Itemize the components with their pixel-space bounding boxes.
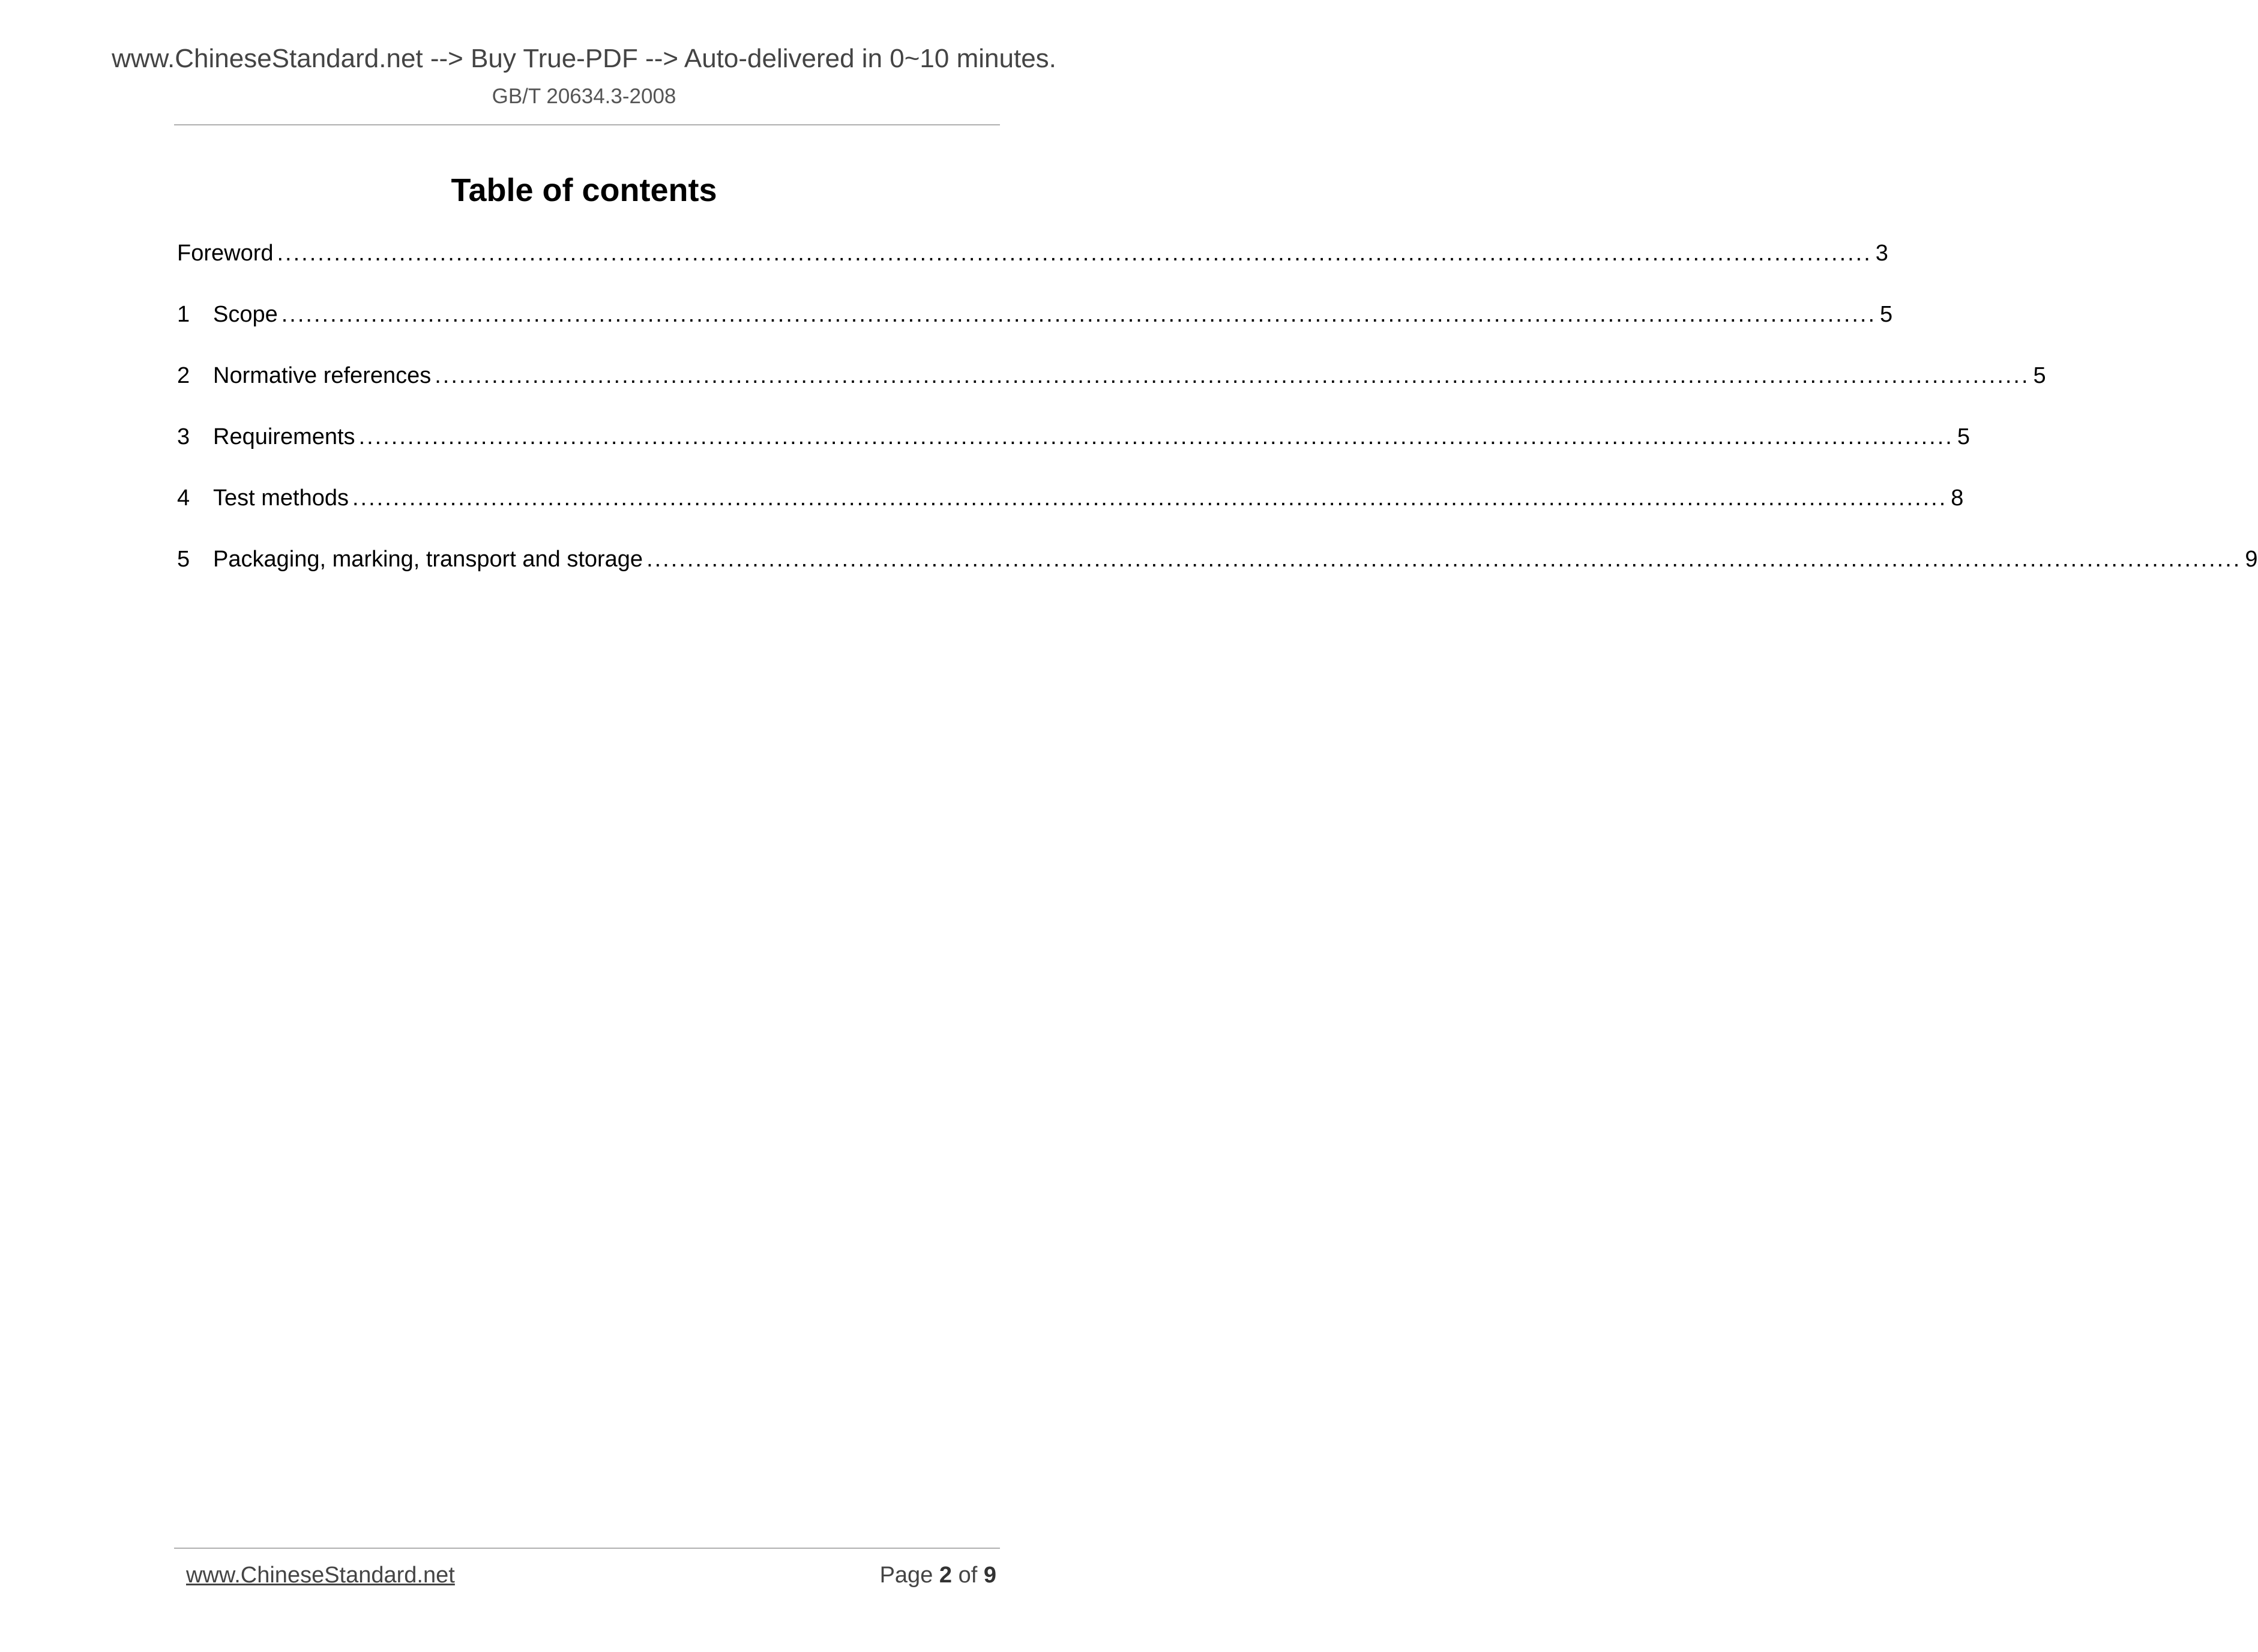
toc-entry-requirements[interactable] — [177, 422, 1970, 451]
toc-entry-page: 5 — [1957, 424, 1970, 449]
toc-entry-scope[interactable] — [177, 300, 1893, 329]
page-total: 9 — [983, 1563, 996, 1588]
toc-entry-number: 1 — [177, 302, 190, 327]
toc-entry-label: Test methods — [213, 485, 349, 511]
toc-entry-number: 2 — [177, 363, 190, 388]
toc-list — [177, 239, 2258, 606]
page-current: 2 — [939, 1563, 953, 1588]
toc-entry-number: 4 — [177, 485, 190, 511]
toc-entry-label: Packaging, marking, transport and storage — [213, 547, 643, 572]
toc-leader-dots: .................................................................................................................................................................................................... — [358, 424, 1954, 449]
toc-entry-label: Foreword — [177, 241, 274, 266]
toc-entry-foreword[interactable] — [177, 239, 1888, 268]
toc-title: Table of contents — [451, 172, 717, 208]
toc-entry-label: Scope — [213, 302, 278, 327]
toc-leader-dots: .................................................................................................................................................................................................... — [277, 241, 1872, 266]
toc-leader-dots: .................................................................................................................................................................................................... — [352, 485, 1948, 511]
toc-entry-packaging[interactable] — [177, 545, 2258, 574]
toc-entry-page: 9 — [2245, 547, 2258, 572]
toc-leader-dots: .................................................................................................................................................................................................... — [435, 363, 2030, 388]
standard-code: GB/T 20634.3-2008 — [492, 85, 676, 108]
toc-entry-number: 3 — [177, 424, 190, 449]
page-prefix: Page — [879, 1563, 933, 1588]
toc-leader-dots: .................................................................................................................................................................................................... — [646, 547, 2242, 572]
toc-leader-dots: .................................................................................................................................................................................................... — [281, 302, 1877, 327]
toc-entry-label: Requirements — [213, 424, 355, 449]
toc-entry-test-methods[interactable] — [177, 484, 1964, 512]
footer-divider — [174, 1548, 1000, 1549]
toc-entry-page: 5 — [1880, 302, 1893, 327]
page-indicator — [880, 1564, 996, 1587]
footer-site-link[interactable]: www.ChineseStandard.net — [186, 1563, 455, 1588]
page-of: of — [958, 1563, 978, 1588]
toc-entry-label: Normative references — [213, 363, 432, 388]
toc-entry-page: 3 — [1875, 241, 1888, 266]
toc-entry-number: 5 — [177, 547, 190, 572]
header-banner: www.ChineseStandard.net --> Buy True-PDF --> Auto-delivered in 0~10 minutes. — [112, 44, 1056, 73]
toc-entry-page: 8 — [1951, 485, 1964, 511]
toc-entry-normative-references[interactable] — [177, 361, 2046, 390]
toc-entry-page: 5 — [2033, 363, 2046, 388]
header-divider — [174, 124, 1000, 125]
